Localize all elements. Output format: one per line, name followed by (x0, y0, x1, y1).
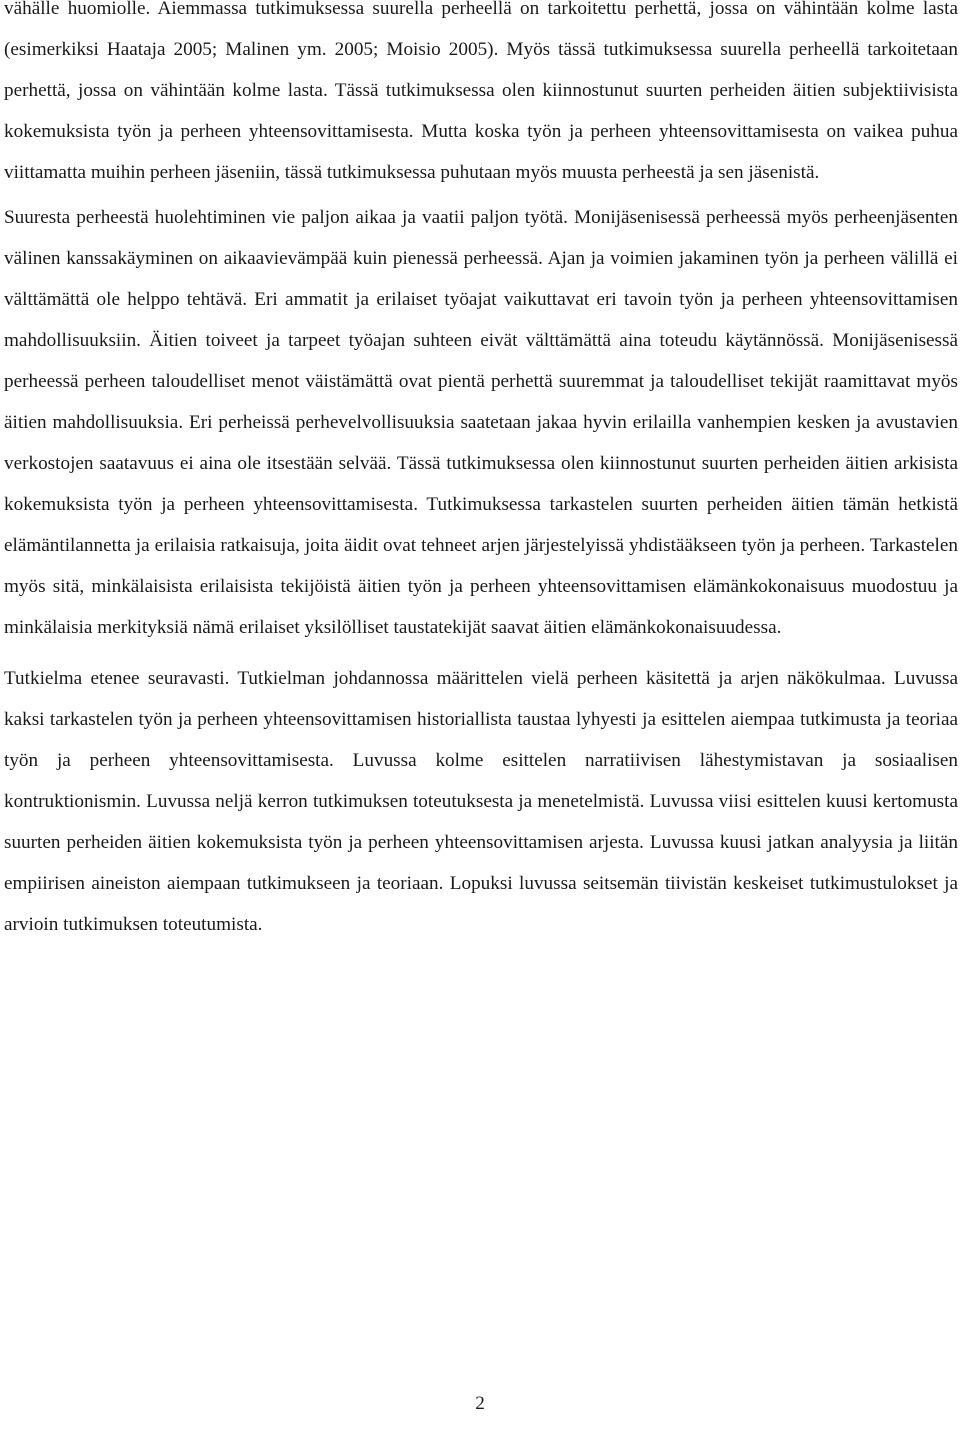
body-paragraph-1: vähälle huomiolle. Aiemmassa tutkimuksessa suurella perheellä on tarkoitettu perhettä, jossa on vähintään kolme lasta (esimerkiksi Haataja 2005; Malinen ym. 2005; Moisio 2005). Myös tässä tutkimuksessa suurella perheellä tarkoitetaan perhettä, jossa on vähintään kolme lasta. Tässä tutkimuksessa olen kiinnostunut suurten perheiden äitien subjektiivisista kokemuksista työn ja perheen yhteensovittamisesta. Mutta koska työn ja perheen yhteensovittamisesta on vaikea puhua viittamatta muihin perheen jäseniin, tässä tutkimuksessa puhutaan myös muusta perheestä ja sen jäsenistä. (4, 0, 958, 183)
body-paragraph-2: Suuresta perheestä huolehtiminen vie paljon aikaa ja vaatii paljon työtä. Monijäsenisessä perheessä myös perheenjäsenten välinen kanssakäyminen on aikaavievämpää kuin pienessä perheessä. Ajan ja voimien jakaminen työn ja perheen välillä ei välttämättä ole helppo tehtävä. Eri ammatit ja erilaiset työajat vaikuttavat eri tavoin työn ja perheen yhteensovittamisen mahdollisuuksiin. Äitien toiveet ja tarpeet työajan suhteen eivät välttämättä aina toteudu käytännössä. Monijäsenisessä perheessä perheen taloudelliset menot väistämättä ovat pientä perhettä suuremmat ja taloudelliset tekijät raamittavat myös äitien mahdollisuuksia. Eri perheissä perhevelvollisuuksia saatetaan jakaa hyvin erilailla vanhempien kesken ja avustavien verkostojen saatavuus ei aina ole itsestään selvää. Tässä tutkimuksessa olen kiinnostunut suurten perheiden äitien arkisista kokemuksista työn ja perheen yhteensovittamisesta. Tutkimuksessa tarkastelen suurten perheiden äitien tämän hetkistä elämäntilannetta ja erilaisia ratkaisuja, joita äidit ovat tehneet arjen järjestelyissä yhdistääkseen työn ja perheen. Tarkastelen myös sitä, minkälaisista erilaisista tekijöistä äitien työn ja perheen yhteensovittamisen elämänkokonaisuus muodostuu ja minkälaisia merkityksiä nämä erilaiset yksilölliset taustatekijät saavat äitien elämänkokonaisuudessa. (4, 207, 958, 638)
body-paragraph-3: Tutkielma etenee seuravasti. Tutkielman johdannossa määrittelen vielä perheen käsitettä ja arjen näkökulmaa. Luvussa kaksi tarkastelen työn ja perheen yhteensovittamisen historiallista taustaa lyhyesti ja esittelen aiempaa tutkimusta ja teoriaa työn ja perheen yhteensovittamisesta. Luvussa kolme esittelen narratiivisen lähestymistavan ja sosiaalisen kontruktionismin. Luvussa neljä kerron tutkimuksen toteutuksesta ja menetelmistä. Luvussa viisi esittelen kuusi kertomusta suurten perheiden äitien kokemuksista työn ja perheen yhteensovittamisen arjesta. Luvussa kuusi jatkan analyysia ja liitän empiirisen aineiston aiempaan tutkimukseen ja teoriaan. Lopuksi luvussa seitsemän tiivistän keskeiset tutkimustulokset ja arvioin tutkimuksen toteutumista. (4, 668, 958, 935)
page-number: 2 (475, 1393, 485, 1414)
